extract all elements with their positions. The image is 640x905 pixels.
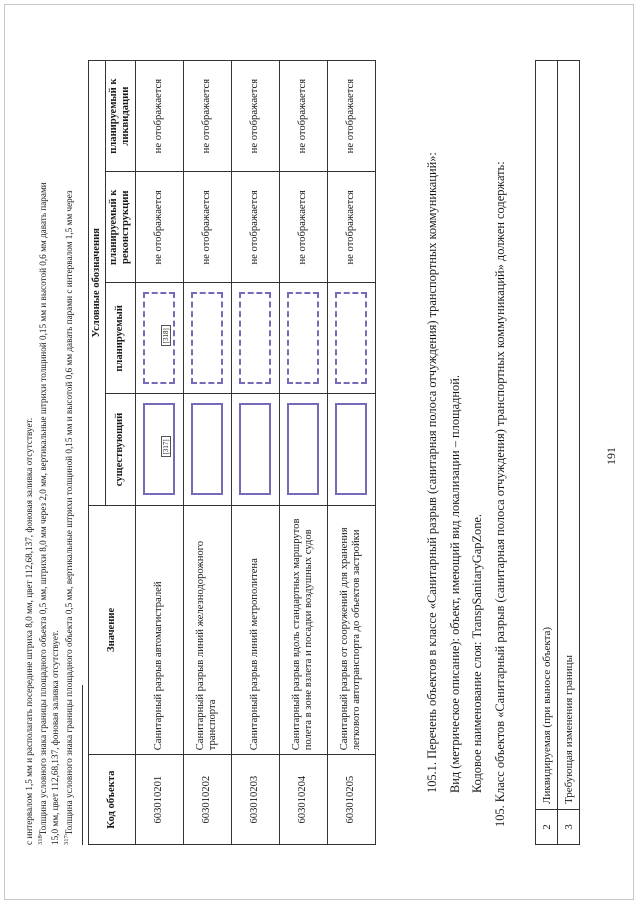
header-existing: существующий: [106, 394, 135, 505]
symbol-dashed-border: [191, 292, 223, 384]
paragraph-105-1: 105.1. Перечень объектов в классе «Санитарный разрыв (санитарная полоса отчуждения) транспортных коммуникаций»:: [425, 152, 439, 793]
symbol-reconstruction: не отображается: [183, 172, 231, 283]
footnote-ref: [318]: [161, 325, 171, 346]
object-value: Санитарный разрыв вдоль стандартных маршрутов полета в зоне взлета и посадки воздушных судов: [279, 505, 327, 755]
symbol-existing: [135, 394, 183, 505]
header-row: [89, 61, 106, 845]
symbol-existing: [183, 394, 231, 505]
table-row: [558, 61, 580, 845]
symbol-reconstruction: не отображается: [231, 172, 279, 283]
symbol-liquidation: не отображается: [231, 61, 279, 172]
symbol-planned: [183, 283, 231, 394]
table-row: [279, 61, 327, 845]
header-value: Значение: [89, 505, 136, 755]
object-value: Санитарный разрыв от сооружений для хранения легкового автотранспорта до объектов застройки: [327, 505, 375, 755]
paragraph-geometry: Вид (метрическое описание): объект, имеющий вид локализации – площадной.: [448, 375, 462, 793]
symbol-liquidation: не отображается: [327, 61, 375, 172]
object-code: 603010201: [135, 755, 183, 845]
symbol-dashed-border: [287, 292, 319, 384]
symbol-reconstruction: не отображается: [327, 172, 375, 283]
row-number: 2: [536, 810, 558, 845]
footnote-divider: [82, 685, 83, 845]
table-row: [135, 61, 183, 845]
row-number: 3: [558, 810, 580, 845]
header-planned: планируемый: [106, 283, 135, 394]
symbol-reconstruction: не отображается: [135, 172, 183, 283]
object-value: Санитарный разрыв линий железнодорожного транспорта: [183, 505, 231, 755]
status-table: [535, 60, 580, 845]
symbol-dashed-border: [239, 292, 271, 384]
object-code: 603010202: [183, 755, 231, 845]
table-row: [231, 61, 279, 845]
object-value: Санитарный разрыв автомагистралей: [135, 505, 183, 755]
footnote-318-cont: с интервалом 1,5 мм и располагать посередине штриха 8,0 мм, цвет 112,68,137, фоновая заливка отсутствует.: [24, 417, 34, 845]
object-code: 603010205: [327, 755, 375, 845]
symbol-solid-border: [335, 404, 367, 496]
symbol-existing: [327, 394, 375, 505]
object-value: Санитарный разрыв линий метрополитена: [231, 505, 279, 755]
symbol-planned: [231, 283, 279, 394]
symbol-solid-border: [143, 404, 175, 496]
header-planned-liquidation: планируемый к ликвидации: [106, 61, 135, 172]
symbol-solid-border: [239, 404, 271, 496]
paragraph-105: 105. Класс объектов «Санитарный разрыв (санитарная полоса отчуждения) транспортных коммуникаций» должен содержать:: [493, 161, 507, 827]
paragraph-code: Кодовое наименование слоя: TranspSanitaryGapZone.: [470, 513, 484, 793]
object-code: 603010204: [279, 755, 327, 845]
symbol-solid-border: [191, 404, 223, 496]
table-row: [536, 61, 558, 845]
footnote-317: $^{317}$Толщина условного знака границы площадного объекта 0,5 мм, вертикальные штрихи толщиной 0,15 мм и высотой 0,6 мм давать парами с интервалом 1,5 мм через: [63, 190, 75, 845]
table-row: [183, 61, 231, 845]
objects-table: [88, 60, 376, 845]
row-text: Ликвидируемая (при выносе объекта): [536, 61, 558, 810]
symbol-planned: [327, 283, 375, 394]
footnote-318: $^{318}$Толщина условного знака границы площадного объекта 0,5 мм, штрихи 8,0 мм через 2,0 мм, вертикальные штрихи толщиной 0,15 мм и высотой 0,6 мм давать парами: [37, 182, 49, 845]
symbol-planned: [135, 283, 183, 394]
symbol-dashed-border: [335, 292, 367, 384]
symbol-liquidation: не отображается: [279, 61, 327, 172]
row-text: Требующая изменения границы: [558, 61, 580, 810]
symbol-liquidation: не отображается: [135, 61, 183, 172]
footnote-317-cont: 15,0 мм, цвет 112,68,137, фоновая заливка отсутствует.: [50, 630, 60, 845]
symbol-reconstruction: не отображается: [279, 172, 327, 283]
symbol-existing: [231, 394, 279, 505]
table-row: [327, 61, 375, 845]
header-symbols: Условные обозначения: [89, 61, 106, 506]
symbol-solid-border: [287, 404, 319, 496]
object-code: 603010203: [231, 755, 279, 845]
symbol-liquidation: не отображается: [183, 61, 231, 172]
symbol-planned: [279, 283, 327, 394]
header-code: Код объекта: [89, 755, 136, 845]
header-planned-reconstruction: планируемый к реконструкции: [106, 172, 135, 283]
symbol-existing: [279, 394, 327, 505]
footnote-ref: [317]: [161, 436, 171, 457]
page-number: 191: [604, 447, 618, 465]
symbol-dashed-border: [143, 292, 175, 384]
